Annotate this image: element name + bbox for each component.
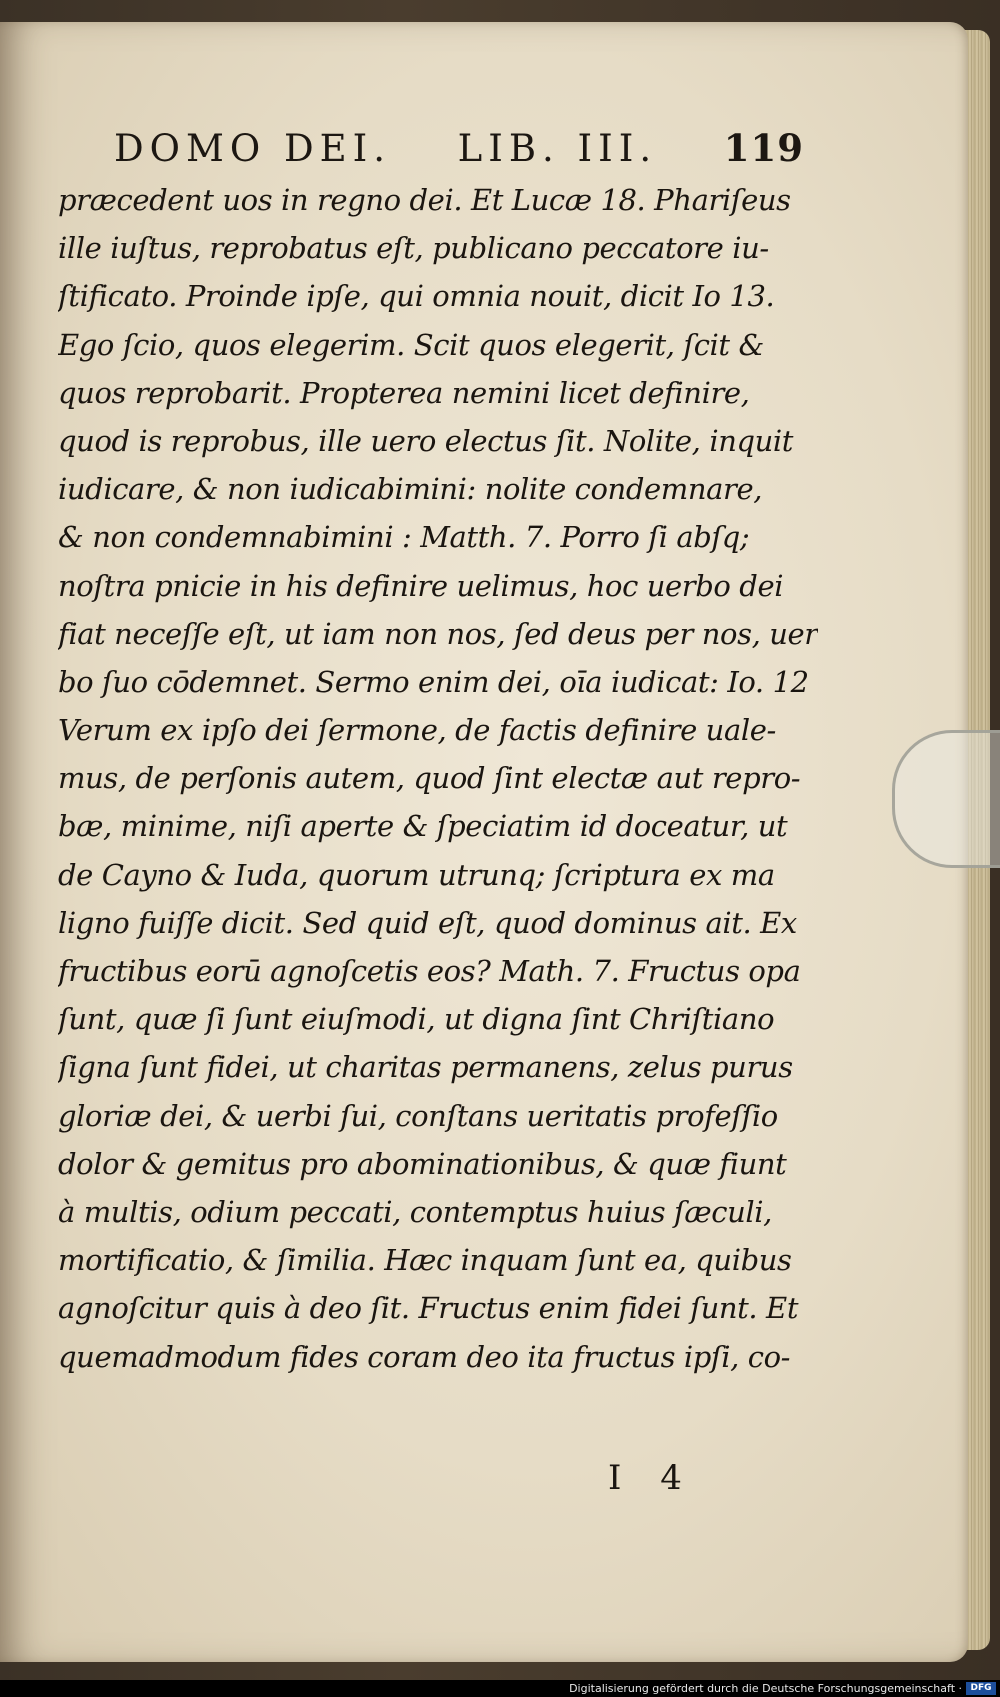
text-line: noſtra pnicie in his definire uelimus, hoc uerbo dei xyxy=(58,568,784,603)
signature-mark: I 4 xyxy=(608,1458,696,1498)
text-line: bæ, minime, niſi aperte & ſpeciatim id doceatur, ut xyxy=(58,809,788,844)
text-line: à multis, odium peccati, contemptus huius ſæculi, xyxy=(58,1194,772,1229)
text-line: quemadmodum fides coram deo ita fructus ipſi, co- xyxy=(58,1339,791,1374)
text-line: iudicare, & non iudicabimini: nolite condemnare, xyxy=(58,472,763,507)
header-book: LIB. III. xyxy=(457,126,658,170)
text-line: de Cayno & Iuda, quorum utrunq; ſcriptura ex ma xyxy=(58,857,775,892)
dfg-logo: DFG xyxy=(966,1682,996,1695)
text-line: dolor & gemitus pro abominationibus, & quæ fiunt xyxy=(58,1146,787,1181)
text-line: Verum ex ipſo dei ſermone, de factis definire uale- xyxy=(58,713,776,748)
text-line: mus, de perſonis autem, quod ſint electæ aut repro- xyxy=(58,761,801,796)
text-line: fiat neceſſe eſt, ut iam non nos, ſed deus per nos, uer xyxy=(58,616,818,651)
text-line: ſigna ſunt fidei, ut charitas permanens, zelus purus xyxy=(58,1050,793,1085)
text-line: ligno fuiſſe dicit. Sed quid eſt, quod dominus ait. Ex xyxy=(58,905,797,940)
text-line: agnoſcitur quis à deo ſit. Fructus enim fidei ſunt. Et xyxy=(58,1291,799,1326)
text-line: ſtificato. Proinde ipſe, qui omnia nouit, dicit Io 13. xyxy=(58,279,775,314)
text-line: præcedent uos in regno dei. Et Lucæ 18. Phariſeus xyxy=(58,183,791,217)
text-line: ille iuſtus, reprobatus eſt, publicano peccatore iu- xyxy=(58,231,769,266)
text-line: bo ſuo cōdemnet. Sermo enim dei, oīa iudicat: Io. 12 xyxy=(58,664,809,699)
text-line: ſunt, quæ ſi ſunt eiuſmodi, ut digna ſint Chriſtiano xyxy=(58,1002,775,1037)
page-number: 119 xyxy=(723,126,804,170)
running-header xyxy=(114,118,804,178)
header-title: DOMO DEI. xyxy=(114,126,392,170)
text-line: fructibus eorū agnoſcetis eos? Math. 7. Fructus opa xyxy=(58,954,801,988)
text-line: quod is reprobus, ille uero electus ſit. Nolite, inquit xyxy=(58,423,794,458)
text-line: gloriæ dei, & uerbi ſui, conſtans ueritatis profeſſio xyxy=(58,1098,778,1133)
body-text xyxy=(58,176,818,1381)
text-line: quos reprobarit. Propterea nemini licet definire, xyxy=(58,375,750,410)
funding-credit: Digitalisierung gefördert durch die Deutsche Forschungsgemeinschaft · xyxy=(569,1682,962,1695)
page-clip xyxy=(892,730,1000,868)
text-line: mortificatio, & ſimilia. Hæc inquam ſunt ea, quibus xyxy=(58,1243,792,1278)
text-line: Ego ſcio, quos elegerim. Scit quos elegerit, ſcit & xyxy=(58,327,764,362)
text-line: & non condemnabimini : Matth. 7. Porro ſi abſq; xyxy=(58,520,750,555)
